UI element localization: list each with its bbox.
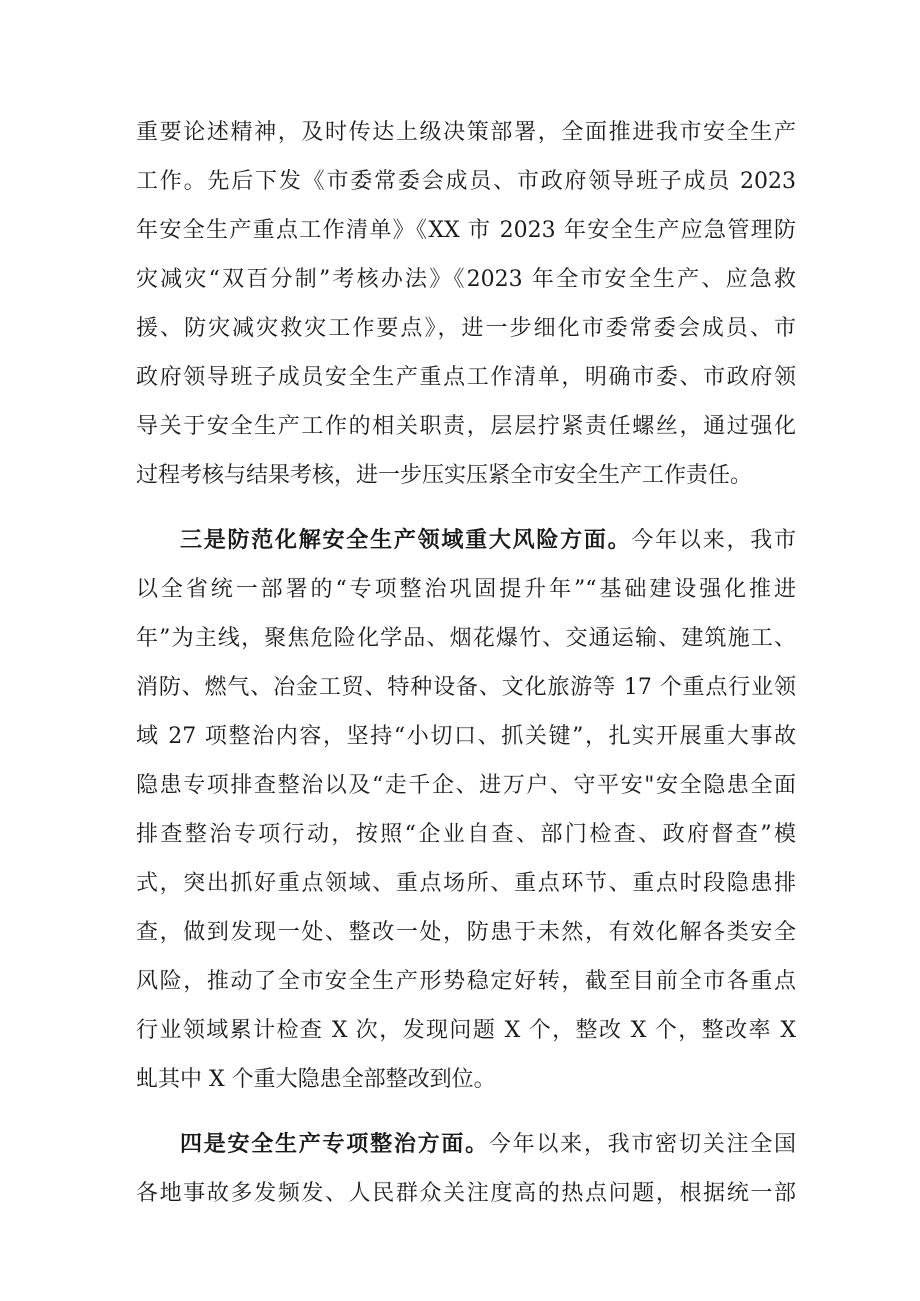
text-line: 导关于安全生产工作的相关职责，层层拧紧责任螺丝，通过强化 [136, 414, 796, 439]
text-line: 消防、燃气、冶金工贸、特种设备、文化旅游等 17 个重点行业领 [136, 675, 796, 700]
text-line: 工作。先后下发《市委常委会成员、市政府领导班子成员 2023 [136, 169, 796, 194]
text-line-first [136, 1120, 796, 1169]
text-line: 援、防灾减灾救灾工作要点》，进一步细化市委常委会成员、市 [136, 316, 796, 341]
text-line: 域 27 项整治内容，坚持“小切口、抓关键”，扎实开展重大事故 [136, 724, 796, 749]
text-line: 灾减灾“双百分制”考核办法》《2023 年全市安全生产、应急救 [136, 267, 796, 292]
text-line: 式，突出抓好重点领域、重点场所、重点环节、重点时段隐患排 [136, 871, 796, 896]
text-line: 年”为主线，聚焦危险化学品、烟花爆竹、交通运输、建筑施工、 [136, 626, 796, 651]
paragraph-special-rectification [136, 1120, 796, 1218]
text-line: 排查整治专项行动，按照“企业自查、部门检查、政府督查”模 [136, 822, 796, 847]
paragraph-risk-prevention [136, 516, 796, 1104]
text-line: 过程考核与结果考核，进一步压实压紧全市安全生产工作责任。 [136, 463, 753, 488]
text-line: 以全省统一部署的“专项整治巩固提升年”“基础建设强化推进 [136, 577, 796, 602]
paragraph-heading: 四是安全生产专项整治方面。 [180, 1131, 489, 1157]
text-line: 行业领域累计检查 X 次，发现问题 X 个，整改 X 个，整改率 X [136, 1018, 796, 1043]
text-line: 各地事故多发频发、人民群众关注度高的热点问题，根据统一部 [136, 1181, 796, 1206]
text-line: 风险，推动了全市安全生产形势稳定好转，截至目前全市各重点 [136, 969, 796, 994]
paragraph-heading: 三是防范化解安全生产领域重大风险方面。 [180, 527, 632, 553]
text-line-first [136, 516, 796, 565]
text-line: 年安全生产重点工作清单》《XX 市 2023 年安全生产应急管理防 [136, 218, 796, 243]
document-page [136, 108, 796, 1218]
text-run: 今年以来，我市密切关注全国 [488, 1132, 796, 1157]
text-line: 隐患专项排查整治以及“走千企、进万户、守平安"安全隐患全面 [136, 773, 796, 798]
text-run: 今年以来，我市 [631, 528, 796, 553]
paragraph-responsibility [136, 108, 796, 500]
text-line: 虬其中 X 个重大隐患全部整改到位。 [136, 1067, 496, 1092]
text-line: 重要论述精神，及时传达上级决策部署，全面推进我市安全生产 [136, 120, 796, 145]
text-line: 政府领导班子成员安全生产重点工作清单，明确市委、市政府领 [136, 365, 796, 390]
text-line: 查，做到发现一处、整改一处，防患于未然，有效化解各类安全 [136, 920, 796, 945]
